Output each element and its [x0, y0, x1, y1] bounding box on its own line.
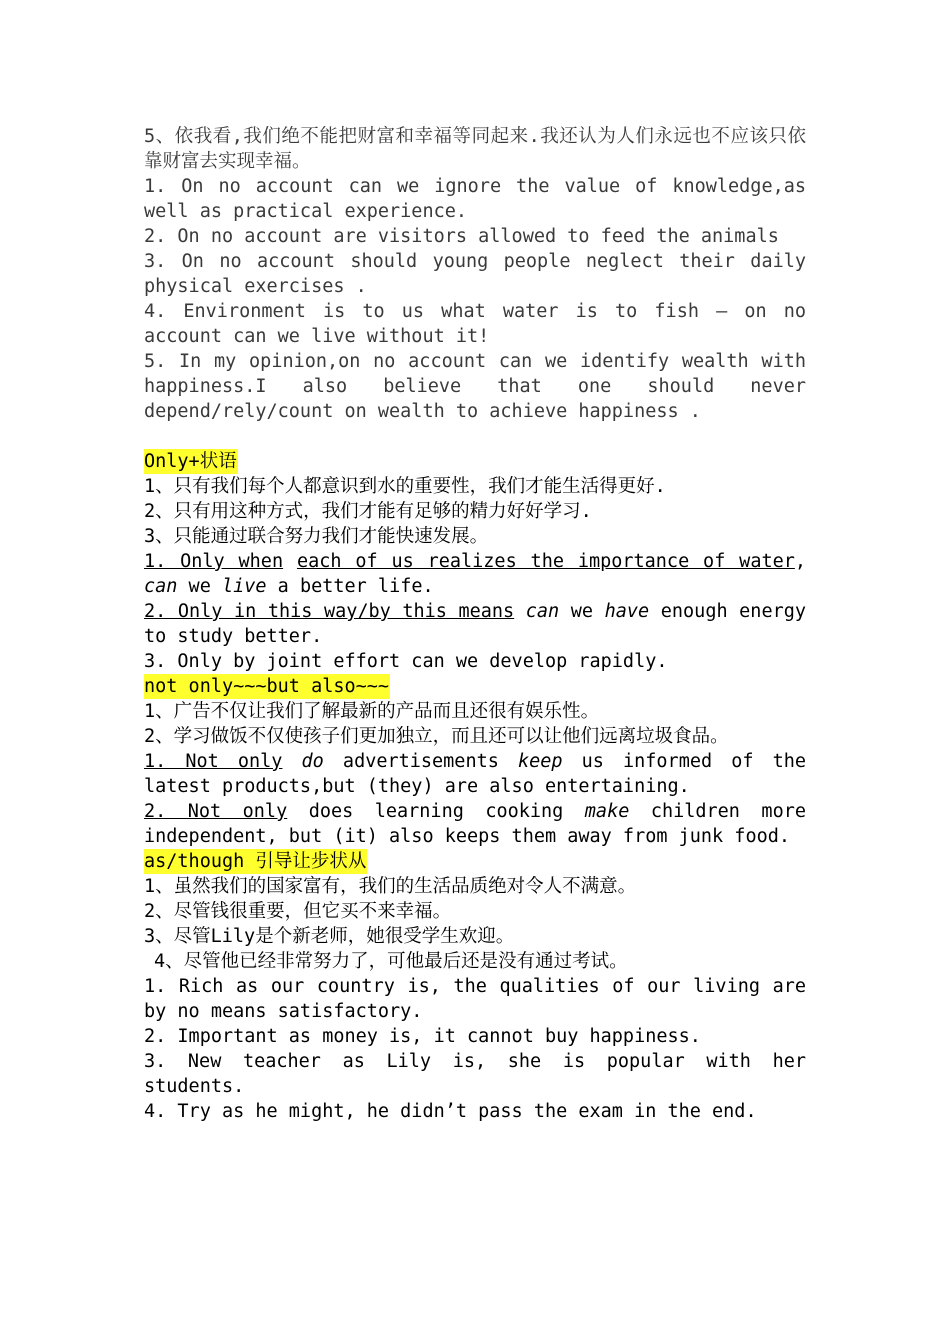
underlined-phrase: each of us realizes the importance of water	[296, 551, 795, 572]
example-sentence-1: 1. Rich as our country is, the qualities of our living are by no means satisfactory.	[144, 976, 818, 1022]
chinese-sentence-3: 3、只能通过联合努力我们才能快速发展。	[144, 526, 489, 547]
text-run: we	[177, 576, 222, 597]
example-sentence-1	[144, 549, 806, 599]
italic-word: can	[144, 576, 178, 597]
section-heading: Only+状语	[144, 451, 237, 472]
chinese-sentence-1: 1、虽然我们的国家富有，我们的生活品质绝对令人不满意。	[144, 876, 637, 897]
section-as-though-concession	[144, 849, 818, 1124]
italic-word: have	[604, 601, 650, 622]
example-sentence-2	[144, 799, 818, 849]
italic-word: make	[584, 801, 630, 822]
text-run: we	[559, 601, 605, 622]
chinese-sentence-2: 2、学习做饭不仅使孩子们更加独立，而且还可以让他们远离垃圾食品。	[144, 726, 729, 747]
section-not-only-but-also	[144, 674, 818, 849]
text-run: does learning cooking	[287, 801, 585, 822]
italic-word: do	[301, 751, 324, 772]
example-sentence-1: 1. On no account can we ignore the value of knowledge,as well as practical experience.	[144, 176, 818, 222]
section-only-adverbial	[144, 449, 818, 674]
chinese-sentence-5: 5、依我看,我们绝不能把财富和幸福等同起来.我还认为人们永远也不应该只依靠财富去实现幸福。	[144, 126, 806, 172]
text-run: children more independent, but (it) also keeps them away from junk food.	[144, 801, 818, 847]
text-run: advertisements	[323, 751, 518, 772]
chinese-sentence-1: 1、只有我们每个人都意识到水的重要性，我们才能生活得更好.	[144, 476, 666, 497]
italic-word: keep	[517, 751, 563, 772]
example-sentence-3: 3. Only by joint effort can we develop rapidly.	[144, 651, 668, 672]
section-heading: as/though 引导让步状从	[144, 851, 367, 872]
text-run: a better life.	[266, 576, 434, 597]
text-run: ,	[794, 551, 807, 572]
section-heading: not only~~~but also~~~	[144, 676, 390, 697]
example-sentence-5: 5. In my opinion,on no account can we identify wealth with happiness.I also believe that one should never depend/rely/count on wealth to achieve happiness .	[144, 351, 818, 422]
chinese-sentence-1: 1、广告不仅让我们了解最新的产品而且还很有娱乐性。	[144, 701, 600, 722]
example-sentence-4: 4. Try as he might, he didn’t pass the exam in the end.	[144, 1101, 757, 1122]
italic-word: can	[525, 601, 560, 622]
example-sentence-2	[144, 599, 818, 649]
document-page	[144, 124, 818, 1124]
underlined-phrase: 2. Not only	[144, 801, 288, 822]
chinese-sentence-4: 4、尽管他已经非常努力了，可他最后还是没有通过考试。	[154, 951, 628, 972]
section-on-no-account	[144, 124, 818, 424]
chinese-sentence-2: 2、只有用这种方式，我们才能有足够的精力好好学习.	[144, 501, 592, 522]
underlined-phrase: 1. Only when	[144, 551, 284, 572]
text-run: enough energy to study better.	[144, 601, 818, 647]
example-sentence-1	[144, 749, 818, 799]
example-sentence-2: 2. On no account are visitors allowed to feed the animals	[144, 226, 779, 247]
underlined-phrase: 2. Only in this way/by this means	[144, 601, 515, 622]
chinese-sentence-2: 2、尽管钱很重要，但它买不来幸福。	[144, 901, 452, 922]
chinese-sentence-3: 3、尽管Lily是个新老师，她很受学生欢迎。	[144, 926, 515, 947]
example-sentence-4: 4. Environment is to us what water is to fish – on no account can we live without it!	[144, 301, 818, 347]
example-sentence-3: 3. New teacher as Lily is, she is popular with her students.	[144, 1051, 818, 1097]
underlined-phrase: 1. Not only	[144, 751, 283, 772]
italic-word: live	[221, 576, 267, 597]
spacer	[144, 424, 806, 449]
example-sentence-2: 2. Important as money is, it cannot buy happiness.	[144, 1026, 701, 1047]
text-run: us informed of the latest products,but (they) are also entertaining.	[144, 751, 818, 797]
example-sentence-3: 3. On no account should young people neglect their daily physical exercises .	[144, 251, 818, 297]
